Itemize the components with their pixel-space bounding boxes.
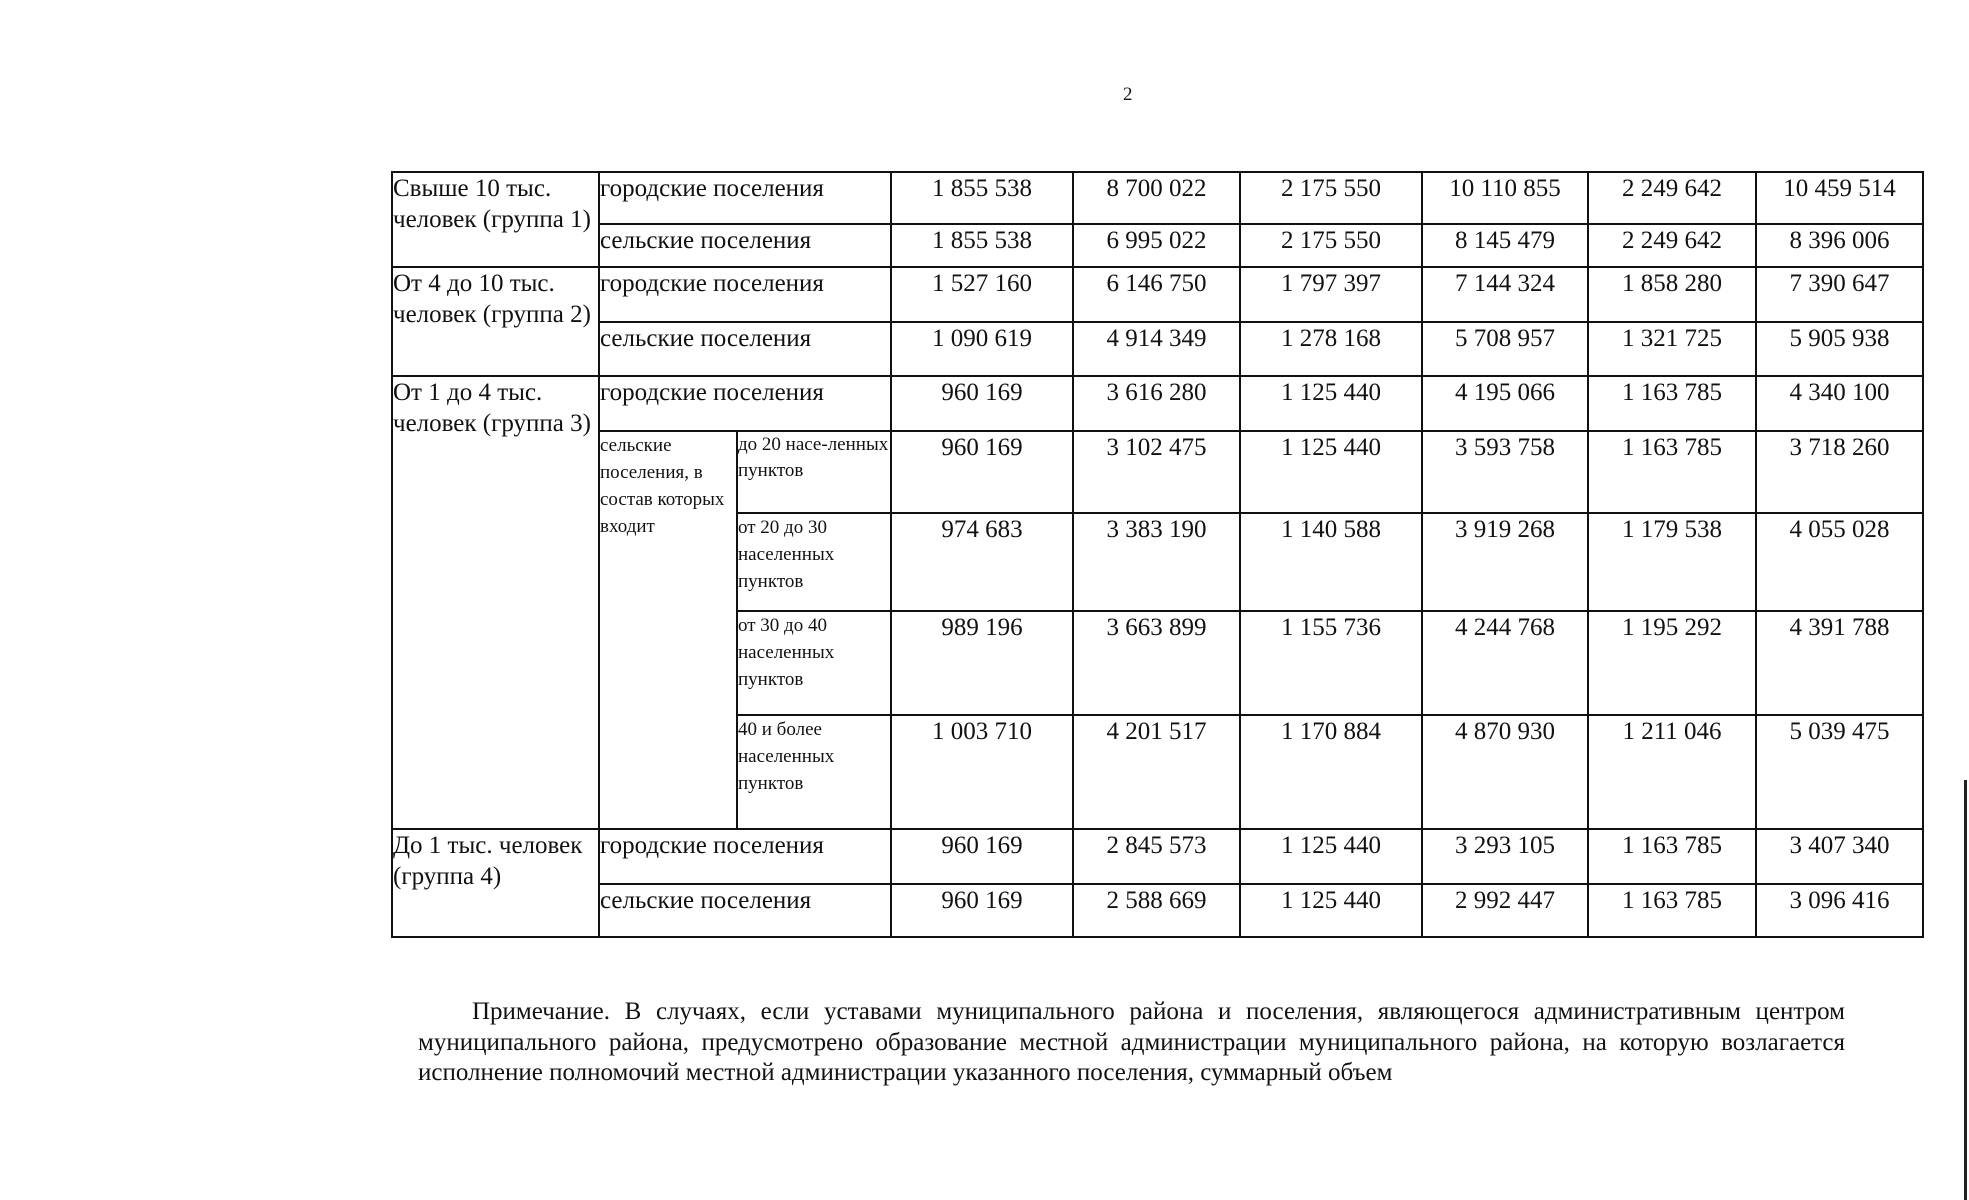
page-number: 2 (1123, 84, 1133, 105)
settlement-type: городские поселения (599, 267, 891, 322)
value-cell: 6 146 750 (1073, 267, 1240, 322)
settlement-type: городские поселения (599, 829, 891, 884)
value-cell: 2 249 642 (1588, 172, 1756, 224)
value-cell: 7 390 647 (1756, 267, 1923, 322)
value-cell: 2 845 573 (1073, 829, 1240, 884)
value-cell: 8 396 006 (1756, 224, 1923, 267)
value-cell: 3 293 105 (1422, 829, 1588, 884)
value-cell: 8 145 479 (1422, 224, 1588, 267)
value-cell: 1 163 785 (1588, 376, 1756, 431)
value-cell: 1 090 619 (891, 322, 1073, 376)
note-paragraph: Примечание. В случаях, если уставами муниципального района и поселения, являющегося административным центром муниципального района, предусмотрено образование местной администрации муниципального района, на которую возлагается исполнение полномочий местной администрации указанного поселения, суммарный объем (418, 998, 1845, 1086)
value-cell: 3 383 190 (1073, 513, 1240, 611)
value-cell: 4 340 100 (1756, 376, 1923, 431)
value-cell: 4 195 066 (1422, 376, 1588, 431)
value-cell: 3 616 280 (1073, 376, 1240, 431)
value-cell: 3 593 758 (1422, 431, 1588, 513)
allocation-table (391, 171, 1924, 938)
value-cell: 8 700 022 (1073, 172, 1240, 224)
table-row (392, 322, 1923, 376)
settlement-type: сельские поселения (599, 884, 891, 937)
settlement-type: сельские поселения (599, 224, 891, 267)
value-cell: 974 683 (891, 513, 1073, 611)
value-cell: 1 140 588 (1240, 513, 1422, 611)
value-cell: 2 588 669 (1073, 884, 1240, 937)
scan-edge-line (1964, 780, 1967, 1200)
value-cell: 3 096 416 (1756, 884, 1923, 937)
value-cell: 4 201 517 (1073, 715, 1240, 829)
value-cell: 1 211 046 (1588, 715, 1756, 829)
value-cell: 1 125 440 (1240, 829, 1422, 884)
value-cell: 5 905 938 (1756, 322, 1923, 376)
value-cell: 10 459 514 (1756, 172, 1923, 224)
value-cell: 1 321 725 (1588, 322, 1756, 376)
value-cell: 1 163 785 (1588, 884, 1756, 937)
group-label: Свыше 10 тыс. человек (группа 1) (392, 172, 599, 267)
value-cell: 6 995 022 (1073, 224, 1240, 267)
value-cell: 1 527 160 (891, 267, 1073, 322)
value-cell: 960 169 (891, 829, 1073, 884)
value-cell: 1 797 397 (1240, 267, 1422, 322)
group-label: От 1 до 4 тыс. человек (группа 3) (392, 376, 599, 829)
group-label: От 4 до 10 тыс. человек (группа 2) (392, 267, 599, 376)
value-cell: 1 003 710 (891, 715, 1073, 829)
table-row (392, 884, 1923, 937)
value-cell: 1 155 736 (1240, 611, 1422, 715)
value-cell: 3 663 899 (1073, 611, 1240, 715)
value-cell: 2 249 642 (1588, 224, 1756, 267)
value-cell: 3 102 475 (1073, 431, 1240, 513)
value-cell: 10 110 855 (1422, 172, 1588, 224)
value-cell: 3 407 340 (1756, 829, 1923, 884)
value-cell: 1 125 440 (1240, 431, 1422, 513)
value-cell: 4 914 349 (1073, 322, 1240, 376)
table-row (392, 267, 1923, 322)
value-cell: 1 855 538 (891, 172, 1073, 224)
value-cell: 3 718 260 (1756, 431, 1923, 513)
value-cell: 1 163 785 (1588, 431, 1756, 513)
value-cell: 1 179 538 (1588, 513, 1756, 611)
settlement-count-label: от 20 до 30 населенных пунктов (737, 513, 891, 611)
value-cell: 4 391 788 (1756, 611, 1923, 715)
table-row (392, 829, 1923, 884)
rural-settlement-label: сельские поселения, в состав которых входит (599, 431, 737, 829)
settlement-type: городские поселения (599, 172, 891, 224)
value-cell: 960 169 (891, 884, 1073, 937)
settlement-count-label: от 30 до 40 населенных пунктов (737, 611, 891, 715)
settlement-count-label: до 20 насе-ленных пунктов (737, 431, 891, 513)
value-cell: 1 278 168 (1240, 322, 1422, 376)
value-cell: 1 858 280 (1588, 267, 1756, 322)
settlement-count-label: 40 и более населенных пунктов (737, 715, 891, 829)
value-cell: 1 195 292 (1588, 611, 1756, 715)
value-cell: 3 919 268 (1422, 513, 1588, 611)
value-cell: 960 169 (891, 376, 1073, 431)
group-label: До 1 тыс. человек (группа 4) (392, 829, 599, 937)
value-cell: 1 125 440 (1240, 884, 1422, 937)
value-cell: 1 163 785 (1588, 829, 1756, 884)
value-cell: 4 055 028 (1756, 513, 1923, 611)
value-cell: 1 125 440 (1240, 376, 1422, 431)
value-cell: 4 244 768 (1422, 611, 1588, 715)
value-cell: 1 855 538 (891, 224, 1073, 267)
table-row (392, 224, 1923, 267)
table-row (392, 431, 1923, 513)
settlement-type: городские поселения (599, 376, 891, 431)
value-cell: 960 169 (891, 431, 1073, 513)
settlement-type: сельские поселения (599, 322, 891, 376)
value-cell: 2 992 447 (1422, 884, 1588, 937)
value-cell: 5 039 475 (1756, 715, 1923, 829)
table-row (392, 376, 1923, 431)
value-cell: 4 870 930 (1422, 715, 1588, 829)
value-cell: 7 144 324 (1422, 267, 1588, 322)
value-cell: 2 175 550 (1240, 224, 1422, 267)
value-cell: 5 708 957 (1422, 322, 1588, 376)
value-cell: 1 170 884 (1240, 715, 1422, 829)
value-cell: 2 175 550 (1240, 172, 1422, 224)
value-cell: 989 196 (891, 611, 1073, 715)
table-row (392, 172, 1923, 224)
